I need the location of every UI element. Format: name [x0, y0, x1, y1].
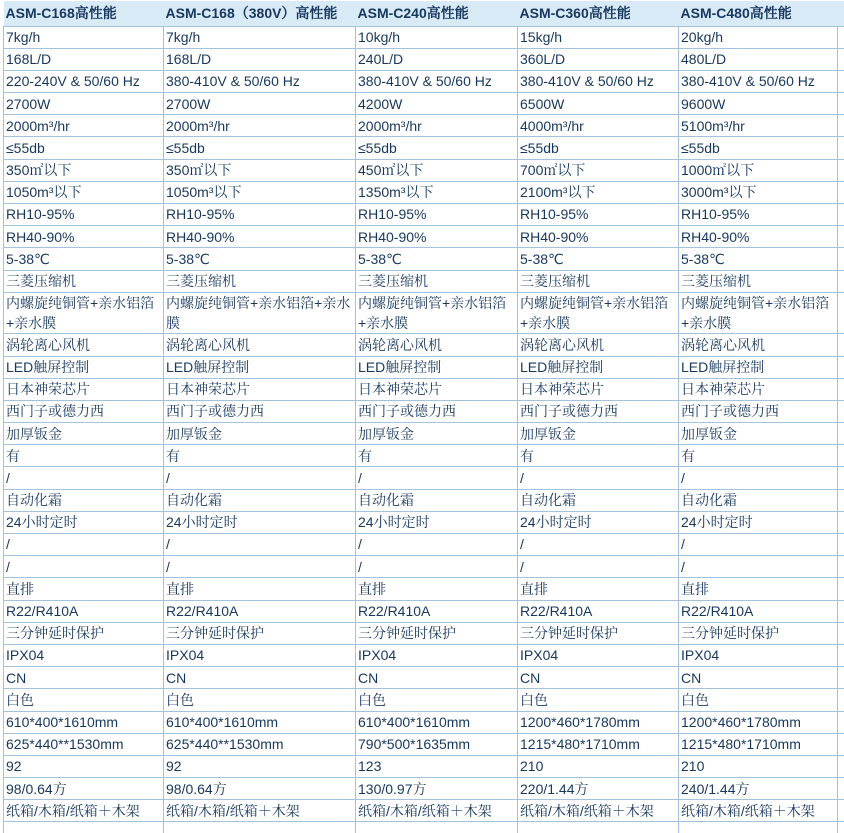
spec-cell: 3000m³以下	[679, 181, 838, 203]
spec-cell: 加厚钣金	[679, 423, 838, 445]
spec-cell: 5-38℃	[518, 248, 679, 270]
spec-cell: 涡轮离心风机	[518, 334, 679, 356]
spec-cell: 三菱压缩机	[679, 270, 838, 292]
spec-cell: CN	[679, 667, 838, 689]
spec-cell: 24小时定时	[4, 511, 164, 533]
spec-cell: /	[4, 467, 164, 489]
spec-cell: 日本神荣芯片	[356, 378, 518, 400]
spec-cell: 自动化霜	[4, 489, 164, 511]
table-row	[4, 181, 844, 203]
spec-cell-clipped	[838, 378, 844, 400]
spec-cell: 10kg/h	[356, 26, 518, 48]
spec-cell: 24小时定时	[518, 511, 679, 533]
spec-cell: 5100m³/hr	[679, 115, 838, 137]
spec-cell: 1215*480*1710mm	[518, 733, 679, 755]
spec-cell-clipped	[838, 534, 844, 556]
spec-cell: 有	[356, 445, 518, 467]
spec-cell: 内螺旋纯铜管+亲水铝箔+亲水膜	[518, 292, 679, 334]
column-header-clipped	[838, 1, 844, 26]
spec-cell: 350㎡以下	[164, 159, 356, 181]
spec-cell: LED触屏控制	[164, 356, 356, 378]
spec-cell-clipped	[838, 356, 844, 378]
spec-cell: 5-38℃	[679, 248, 838, 270]
spec-cell: ≤55db	[518, 137, 679, 159]
spec-cell: IPX04	[518, 644, 679, 666]
spec-cell: 1200*460*1780mm	[679, 711, 838, 733]
spec-cell: 加厚钣金	[518, 423, 679, 445]
spec-cell: RH40-90%	[679, 226, 838, 248]
spec-cell: 610*400*1610mm	[356, 711, 518, 733]
spec-cell-clipped	[838, 667, 844, 689]
spec-cell: 610*400*1610mm	[164, 711, 356, 733]
spec-cell: 三分钟延时保护	[679, 622, 838, 644]
spec-cell-clipped	[838, 400, 844, 422]
spec-table-container	[3, 1, 844, 833]
spec-cell: IPX04	[4, 644, 164, 666]
spec-cell: 4000m³/hr	[518, 115, 679, 137]
spec-cell: RH10-95%	[679, 204, 838, 226]
spec-cell-clipped	[838, 226, 844, 248]
column-header: ASM-C360高性能	[518, 1, 679, 26]
spec-cell: 西门子或德力西	[518, 400, 679, 422]
spec-cell: 白色	[679, 689, 838, 711]
spec-cell: 20kg/h	[679, 26, 838, 48]
table-row	[4, 248, 844, 270]
spec-cell: 1050m³以下	[164, 181, 356, 203]
table-row	[4, 70, 844, 92]
spec-cell: 直排	[679, 578, 838, 600]
table-row	[4, 445, 844, 467]
spec-cell-clipped	[838, 556, 844, 578]
table-row	[4, 578, 844, 600]
spec-cell: 92	[164, 755, 356, 777]
spec-cell: 1200*460*1780mm	[518, 711, 679, 733]
table-row	[4, 270, 844, 292]
spec-cell: 内螺旋纯铜管+亲水铝箔+亲水膜	[164, 292, 356, 334]
table-row	[4, 226, 844, 248]
spec-cell: 1350m³以下	[356, 181, 518, 203]
spec-cell: 有	[518, 445, 679, 467]
spec-cell: CN	[518, 667, 679, 689]
column-header: ASM-C240高性能	[356, 1, 518, 26]
spec-cell: ≤55db	[679, 137, 838, 159]
spec-cell-clipped	[838, 292, 844, 334]
spec-cell: RH10-95%	[164, 204, 356, 226]
spec-cell-clipped	[838, 334, 844, 356]
spec-cell-clipped	[838, 159, 844, 181]
spec-cell: 480L/D	[679, 48, 838, 70]
spec-cell: 直排	[518, 578, 679, 600]
spec-cell: IPX04	[164, 644, 356, 666]
spec-cell: 5-38℃	[4, 248, 164, 270]
spec-cell: 625*440**1530mm	[164, 733, 356, 755]
spec-cell-clipped	[838, 689, 844, 711]
spec-cell: LED触屏控制	[4, 356, 164, 378]
spec-cell: 380-410V & 50/60 Hz	[356, 70, 518, 92]
spec-cell: /	[356, 534, 518, 556]
spec-cell: 1000㎡以下	[679, 159, 838, 181]
table-body	[4, 26, 844, 833]
spec-cell: 日本神荣芯片	[4, 378, 164, 400]
spec-cell: 240/1.44方	[679, 778, 838, 800]
spec-cell: 380-410V & 50/60 Hz	[164, 70, 356, 92]
table-row	[4, 534, 844, 556]
spec-cell: 450㎡以下	[356, 159, 518, 181]
spec-cell: 2000m³/hr	[164, 115, 356, 137]
spec-cell-clipped	[838, 137, 844, 159]
spec-cell-clipped	[838, 467, 844, 489]
column-header: ASM-C168高性能	[4, 1, 164, 26]
spec-cell: 加厚钣金	[4, 423, 164, 445]
spec-cell: RH10-95%	[356, 204, 518, 226]
table-row	[4, 489, 844, 511]
spec-cell: LED触屏控制	[679, 356, 838, 378]
table-row	[4, 204, 844, 226]
table-row	[4, 356, 844, 378]
spec-cell: 内螺旋纯铜管+亲水铝箔+亲水膜	[4, 292, 164, 334]
spec-cell: 380-410V & 50/60 Hz	[679, 70, 838, 92]
spec-cell: 4200W	[356, 93, 518, 115]
spec-cell-clipped	[838, 270, 844, 292]
spec-cell: ≤55db	[4, 137, 164, 159]
spec-cell-clipped	[838, 511, 844, 533]
spec-cell: RH10-95%	[4, 204, 164, 226]
spec-cell: 自动化霜	[518, 489, 679, 511]
spec-cell: 220-240V & 50/60 Hz	[4, 70, 164, 92]
spec-cell: 123	[356, 755, 518, 777]
spec-cell: 2000m³/hr	[356, 115, 518, 137]
spec-cell: /	[679, 556, 838, 578]
spec-cell-clipped	[838, 755, 844, 777]
header-row	[4, 1, 844, 26]
spec-cell: 日本神荣芯片	[518, 378, 679, 400]
table-row	[4, 400, 844, 422]
spec-cell: 三菱压缩机	[518, 270, 679, 292]
spec-cell: 三分钟延时保护	[518, 622, 679, 644]
spec-cell-empty	[838, 822, 844, 833]
spec-cell: 直排	[356, 578, 518, 600]
spec-cell: 三分钟延时保护	[4, 622, 164, 644]
spec-cell: 24小时定时	[356, 511, 518, 533]
spec-cell: ≤55db	[164, 137, 356, 159]
spec-cell: RH40-90%	[356, 226, 518, 248]
spec-cell: 三菱压缩机	[356, 270, 518, 292]
spec-cell: 5-38℃	[164, 248, 356, 270]
spec-cell: R22/R410A	[4, 600, 164, 622]
table-row	[4, 137, 844, 159]
spec-cell: 涡轮离心风机	[4, 334, 164, 356]
spec-cell: 24小时定时	[679, 511, 838, 533]
spec-cell-empty	[356, 822, 518, 833]
spec-cell: 加厚钣金	[356, 423, 518, 445]
spec-cell: 直排	[164, 578, 356, 600]
spec-cell-clipped	[838, 800, 844, 822]
spec-cell: RH40-90%	[518, 226, 679, 248]
table-row	[4, 755, 844, 777]
spec-cell: 白色	[356, 689, 518, 711]
spec-cell-empty	[679, 822, 838, 833]
spec-cell: 790*500*1635mm	[356, 733, 518, 755]
spec-cell: 三分钟延时保护	[164, 622, 356, 644]
partial-row-clipped	[4, 822, 844, 833]
spec-cell-clipped	[838, 115, 844, 137]
spec-cell: 日本神荣芯片	[679, 378, 838, 400]
spec-cell: 直排	[4, 578, 164, 600]
spec-cell-empty	[4, 822, 164, 833]
spec-cell: 西门子或德力西	[4, 400, 164, 422]
spec-cell: 380-410V & 50/60 Hz	[518, 70, 679, 92]
table-row	[4, 556, 844, 578]
spec-cell: 纸箱/木箱/纸箱＋木架	[4, 800, 164, 822]
spec-cell-clipped	[838, 93, 844, 115]
spec-cell: 三菱压缩机	[164, 270, 356, 292]
spec-cell-clipped	[838, 423, 844, 445]
spec-cell: 98/0.64方	[164, 778, 356, 800]
spec-cell-empty	[518, 822, 679, 833]
spec-cell: 2700W	[4, 93, 164, 115]
spec-cell: 6500W	[518, 93, 679, 115]
spec-cell: 240L/D	[356, 48, 518, 70]
spec-cell-clipped	[838, 600, 844, 622]
spec-cell: /	[164, 556, 356, 578]
spec-cell: 涡轮离心风机	[679, 334, 838, 356]
spec-cell: R22/R410A	[518, 600, 679, 622]
spec-cell: 纸箱/木箱/纸箱＋木架	[356, 800, 518, 822]
spec-cell: CN	[356, 667, 518, 689]
spec-cell-clipped	[838, 578, 844, 600]
spec-cell: RH10-95%	[518, 204, 679, 226]
spec-cell: 2000m³/hr	[4, 115, 164, 137]
table-row	[4, 115, 844, 137]
spec-cell-clipped	[838, 711, 844, 733]
spec-cell: 98/0.64方	[4, 778, 164, 800]
spec-cell: 日本神荣芯片	[164, 378, 356, 400]
spec-cell: 西门子或德力西	[356, 400, 518, 422]
spec-cell: 610*400*1610mm	[4, 711, 164, 733]
spec-cell-clipped	[838, 181, 844, 203]
spec-cell: 纸箱/木箱/纸箱＋木架	[518, 800, 679, 822]
spec-cell: 130/0.97方	[356, 778, 518, 800]
spec-cell: 内螺旋纯铜管+亲水铝箔+亲水膜	[679, 292, 838, 334]
spec-cell: ≤55db	[356, 137, 518, 159]
spec-cell: 1215*480*1710mm	[679, 733, 838, 755]
table-row	[4, 334, 844, 356]
spec-cell: /	[4, 534, 164, 556]
spec-cell: 西门子或德力西	[679, 400, 838, 422]
spec-cell: /	[518, 467, 679, 489]
spec-cell-clipped	[838, 489, 844, 511]
spec-cell: 2100m³以下	[518, 181, 679, 203]
spec-cell: IPX04	[356, 644, 518, 666]
spec-cell-clipped	[838, 622, 844, 644]
spec-cell: /	[679, 534, 838, 556]
spec-cell: 自动化霜	[356, 489, 518, 511]
spec-cell-empty	[164, 822, 356, 833]
spec-cell: 涡轮离心风机	[356, 334, 518, 356]
table-row	[4, 423, 844, 445]
spec-cell: 360L/D	[518, 48, 679, 70]
spec-cell-clipped	[838, 778, 844, 800]
spec-cell: R22/R410A	[164, 600, 356, 622]
table-row	[4, 93, 844, 115]
table-row	[4, 689, 844, 711]
spec-cell: 700㎡以下	[518, 159, 679, 181]
spec-cell: RH40-90%	[4, 226, 164, 248]
spec-cell: R22/R410A	[356, 600, 518, 622]
spec-cell: /	[4, 556, 164, 578]
spec-cell: 涡轮离心风机	[164, 334, 356, 356]
spec-cell-clipped	[838, 70, 844, 92]
spec-cell-clipped	[838, 733, 844, 755]
spec-cell: 白色	[4, 689, 164, 711]
table-row	[4, 667, 844, 689]
spec-cell: IPX04	[679, 644, 838, 666]
spec-cell-clipped	[838, 445, 844, 467]
spec-cell: /	[164, 534, 356, 556]
spec-cell: 2700W	[164, 93, 356, 115]
table-row	[4, 48, 844, 70]
spec-cell: /	[356, 556, 518, 578]
table-row	[4, 467, 844, 489]
spec-cell: 纸箱/木箱/纸箱＋木架	[679, 800, 838, 822]
spec-cell: 内螺旋纯铜管+亲水铝箔+亲水膜	[356, 292, 518, 334]
spec-cell: LED触屏控制	[356, 356, 518, 378]
spec-cell: 210	[679, 755, 838, 777]
spec-cell: 1050m³以下	[4, 181, 164, 203]
spec-cell: 白色	[164, 689, 356, 711]
spec-cell-clipped	[838, 204, 844, 226]
spec-cell: R22/R410A	[679, 600, 838, 622]
spec-cell: 9600W	[679, 93, 838, 115]
table-row	[4, 159, 844, 181]
spec-cell: 24小时定时	[164, 511, 356, 533]
spec-cell: 有	[164, 445, 356, 467]
table-row	[4, 378, 844, 400]
spec-cell-clipped	[838, 26, 844, 48]
spec-cell-clipped	[838, 248, 844, 270]
spec-cell: 有	[4, 445, 164, 467]
spec-cell: 三分钟延时保护	[356, 622, 518, 644]
table-row	[4, 511, 844, 533]
spec-cell: /	[518, 534, 679, 556]
spec-cell: 7kg/h	[164, 26, 356, 48]
spec-cell: /	[518, 556, 679, 578]
spec-cell: 168L/D	[164, 48, 356, 70]
table-row	[4, 733, 844, 755]
spec-cell: 625*440**1530mm	[4, 733, 164, 755]
spec-cell: 92	[4, 755, 164, 777]
product-spec-table	[3, 1, 844, 833]
column-header: ASM-C480高性能	[679, 1, 838, 26]
spec-cell: LED触屏控制	[518, 356, 679, 378]
table-row	[4, 292, 844, 334]
spec-cell: 纸箱/木箱/纸箱＋木架	[164, 800, 356, 822]
spec-cell: 7kg/h	[4, 26, 164, 48]
spec-cell: /	[679, 467, 838, 489]
spec-cell: 15kg/h	[518, 26, 679, 48]
spec-cell: 自动化霜	[164, 489, 356, 511]
spec-cell: 白色	[518, 689, 679, 711]
spec-cell: 三菱压缩机	[4, 270, 164, 292]
spec-cell: 加厚钣金	[164, 423, 356, 445]
spec-cell: 210	[518, 755, 679, 777]
table-row	[4, 711, 844, 733]
column-header: ASM-C168（380V）高性能	[164, 1, 356, 26]
spec-cell: 220/1.44方	[518, 778, 679, 800]
spec-cell: 西门子或德力西	[164, 400, 356, 422]
table-row	[4, 644, 844, 666]
spec-cell: CN	[164, 667, 356, 689]
spec-cell-clipped	[838, 48, 844, 70]
spec-cell: 168L/D	[4, 48, 164, 70]
table-row	[4, 600, 844, 622]
spec-cell: CN	[4, 667, 164, 689]
table-row	[4, 622, 844, 644]
spec-cell: /	[356, 467, 518, 489]
spec-cell: 350㎡以下	[4, 159, 164, 181]
spec-cell: RH40-90%	[164, 226, 356, 248]
spec-cell: 5-38℃	[356, 248, 518, 270]
spec-cell-clipped	[838, 644, 844, 666]
table-row	[4, 778, 844, 800]
spec-cell: /	[164, 467, 356, 489]
table-row	[4, 800, 844, 822]
spec-cell: 有	[679, 445, 838, 467]
spec-cell: 自动化霜	[679, 489, 838, 511]
table-row	[4, 26, 844, 48]
